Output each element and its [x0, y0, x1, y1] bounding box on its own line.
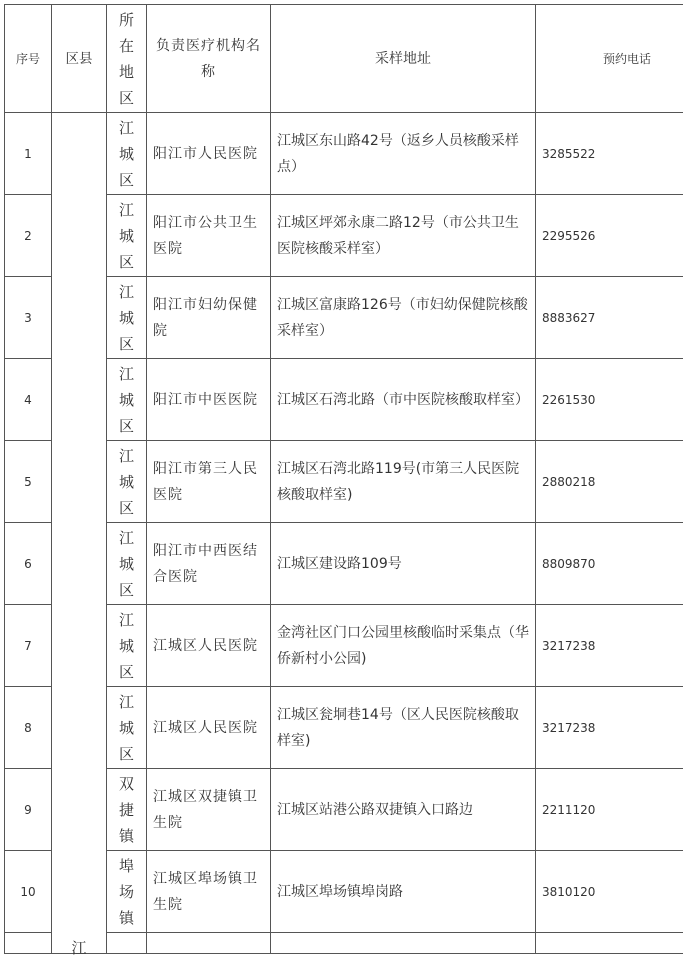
table-row: [5, 851, 683, 933]
area-cell-text: 江城区: [119, 197, 135, 275]
row-number: [5, 195, 52, 277]
address-cell: [271, 441, 536, 523]
address-cell: [271, 769, 536, 851]
address-cell-text: 江城区埠场镇埠岗路: [277, 884, 403, 900]
institution-cell: [147, 687, 271, 769]
address-cell-text: 江城区瓮垌巷14号（区人民医院核酸取样室): [277, 707, 519, 749]
institution-cell: [147, 113, 271, 195]
table-row: [5, 113, 683, 195]
header-no: [5, 5, 52, 113]
phone-cell: [536, 441, 683, 523]
address-cell-text: 江城区富康路126号（市妇幼保健院核酸采样室）: [277, 297, 528, 339]
institution-cell-text: 阳江市公共卫生医院: [153, 215, 258, 257]
table-row: [5, 195, 683, 277]
row-number: [5, 769, 52, 851]
row-number: [5, 113, 52, 195]
phone-cell-text: 2880218: [542, 475, 595, 489]
row-number-text: 9: [24, 803, 32, 817]
institution-cell-text: 阳江市中医医院: [153, 392, 258, 408]
address-cell-text: 江城区坪郊永康二路12号（市公共卫生医院核酸采样室）: [277, 215, 519, 257]
row-number: [5, 687, 52, 769]
area-cell-text: 江城区: [119, 607, 135, 685]
header-county-label: 区县: [66, 51, 93, 67]
address-cell: [271, 359, 536, 441]
institution-cell-text: 江城区埠场镇卫生院: [153, 871, 258, 913]
county-name: 江: [71, 935, 87, 961]
table-row: [5, 769, 683, 851]
area-cell: [107, 359, 147, 441]
address-cell-text: 江城区建设路109号: [277, 556, 402, 572]
phone-cell: [536, 605, 683, 687]
empty-cell: [271, 933, 536, 954]
testing-sites-table: [4, 4, 683, 954]
phone-cell-text: 3285522: [542, 147, 595, 161]
phone-cell-text: 2211120: [542, 803, 595, 817]
row-number-text: 6: [24, 557, 32, 571]
area-cell: [107, 523, 147, 605]
phone-cell: [536, 359, 683, 441]
institution-cell: [147, 195, 271, 277]
header-address-label: 采样地址: [375, 51, 431, 67]
address-cell: [271, 523, 536, 605]
area-cell: [107, 113, 147, 195]
address-cell: [271, 605, 536, 687]
row-number-text: 10: [20, 885, 35, 899]
phone-cell: [536, 687, 683, 769]
header-phone-label: 预约电话: [603, 52, 651, 66]
phone-cell-text: 8809870: [542, 557, 595, 571]
address-cell: [271, 113, 536, 195]
institution-cell: [147, 359, 271, 441]
address-cell-text: 江城区站港公路双捷镇入口路边: [277, 802, 473, 818]
institution-cell-text: 阳江市中西医结合医院: [153, 543, 258, 585]
address-cell: [271, 851, 536, 933]
table-row: [5, 523, 683, 605]
area-cell: [107, 687, 147, 769]
institution-cell: [147, 605, 271, 687]
area-cell: [107, 851, 147, 933]
address-cell: [271, 277, 536, 359]
table-header-row: [5, 5, 683, 113]
header-county: [52, 5, 107, 113]
area-cell-text: 江城区: [119, 361, 135, 439]
institution-cell-text: 阳江市第三人民医院: [153, 461, 258, 503]
table-row-partial: [5, 933, 683, 954]
area-cell-text: 江城区: [119, 443, 135, 521]
empty-cell: [5, 933, 52, 954]
header-area: [107, 5, 147, 113]
phone-cell: [536, 769, 683, 851]
area-cell: [107, 277, 147, 359]
address-cell: [271, 687, 536, 769]
phone-cell-text: 2261530: [542, 393, 595, 407]
empty-cell: [107, 933, 147, 954]
institution-cell: [147, 523, 271, 605]
area-cell: [107, 769, 147, 851]
row-number-text: 8: [24, 721, 32, 735]
header-area-label: 所在地区: [119, 7, 135, 111]
county-cell: [52, 113, 107, 954]
area-cell: [107, 195, 147, 277]
institution-cell: [147, 441, 271, 523]
institution-cell: [147, 769, 271, 851]
table-row: [5, 687, 683, 769]
phone-cell: [536, 113, 683, 195]
address-cell-text: 金湾社区门口公园里核酸临时采集点（华侨新村小公园): [277, 625, 529, 667]
row-number-text: 4: [24, 393, 32, 407]
table-row: [5, 605, 683, 687]
institution-cell-text: 阳江市妇幼保健院: [153, 297, 258, 339]
address-cell: [271, 195, 536, 277]
row-number: [5, 605, 52, 687]
phone-cell: [536, 851, 683, 933]
row-number-text: 5: [24, 475, 32, 489]
address-cell-text: 江城区石湾北路119号(市第三人民医院核酸取样室): [277, 461, 519, 503]
table-row: [5, 277, 683, 359]
row-number: [5, 359, 52, 441]
address-cell-text: 江城区东山路42号（返乡人员核酸采样点）: [277, 133, 519, 175]
phone-cell: [536, 277, 683, 359]
phone-cell-text: 3810120: [542, 885, 595, 899]
table-row: [5, 359, 683, 441]
area-cell: [107, 441, 147, 523]
row-number: [5, 277, 52, 359]
institution-cell-text: 江城区人民医院: [153, 720, 258, 736]
empty-cell: [536, 933, 683, 954]
header-no-label: 序号: [16, 52, 40, 66]
phone-cell-text: 2295526: [542, 229, 595, 243]
phone-cell-text: 8883627: [542, 311, 595, 325]
phone-cell-text: 3217238: [542, 639, 595, 653]
header-phone: [536, 5, 683, 113]
header-institution: [147, 5, 271, 113]
row-number-text: 2: [24, 229, 32, 243]
row-number-text: 1: [24, 147, 32, 161]
institution-cell-text: 江城区双捷镇卫生院: [153, 789, 258, 831]
phone-cell-text: 3217238: [542, 721, 595, 735]
area-cell: [107, 605, 147, 687]
header-address: [271, 5, 536, 113]
phone-cell: [536, 195, 683, 277]
institution-cell-text: 江城区人民医院: [153, 638, 258, 654]
area-cell-text: 江城区: [119, 689, 135, 767]
area-cell-text: 双捷镇: [119, 771, 135, 849]
address-cell-text: 江城区石湾北路（市中医院核酸取样室）: [277, 392, 529, 408]
institution-cell: [147, 277, 271, 359]
area-cell-text: 江城区: [119, 279, 135, 357]
institution-cell-text: 阳江市人民医院: [153, 146, 258, 162]
row-number: [5, 851, 52, 933]
empty-cell: [147, 933, 271, 954]
row-number-text: 7: [24, 639, 32, 653]
table-row: [5, 441, 683, 523]
institution-cell: [147, 851, 271, 933]
header-institution-label: 负责医疗机构名称: [156, 38, 261, 80]
area-cell-text: 埠场镇: [119, 853, 135, 931]
phone-cell: [536, 523, 683, 605]
row-number-text: 3: [24, 311, 32, 325]
row-number: [5, 523, 52, 605]
area-cell-text: 江城区: [119, 115, 135, 193]
row-number: [5, 441, 52, 523]
area-cell-text: 江城区: [119, 525, 135, 603]
